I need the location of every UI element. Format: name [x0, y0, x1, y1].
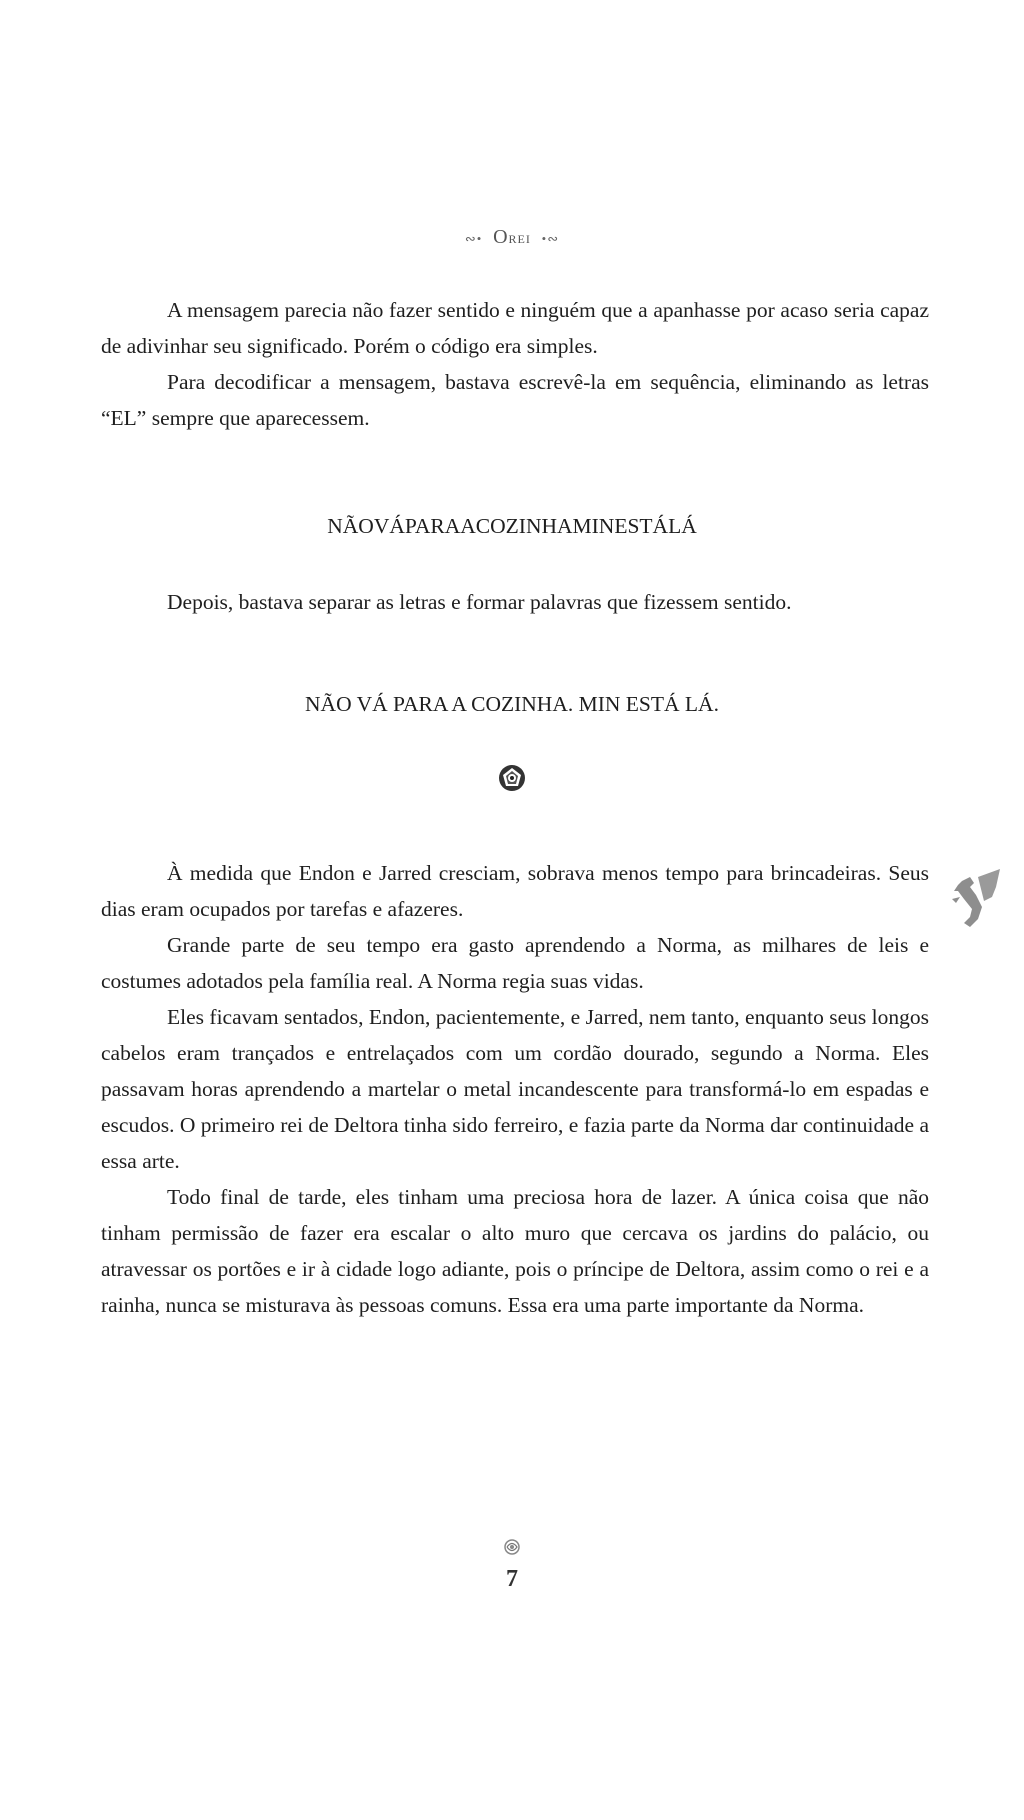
body-text-top: [101, 292, 929, 436]
paragraph: Depois, bastava separar as letras e formar palavras que fizessem sentido.: [167, 590, 792, 614]
paragraph: À medida que Endon e Jarred cresciam, sobrava menos tempo para brincadeiras. Seus dias eram ocupados por tarefas e afazeres.: [101, 861, 929, 921]
header-title-rest: REI: [508, 232, 531, 246]
header-title-initial: O: [493, 226, 509, 248]
rose-ornament-icon: [497, 763, 527, 793]
paragraph: Para decodificar a mensagem, bastava escrevê-la em sequência, eliminando as letras “EL” sempre que aparecessem.: [101, 370, 929, 430]
paragraph: Eles ficavam sentados, Endon, pacientemente, e Jarred, nem tanto, enquanto seus longos cabelos eram trançados e entrelaçados com um cordão dourado, segundo a Norma. Eles passavam horas aprendendo a martelar o metal incandescente para transformá-lo em espadas e escudos. O primeiro rei de Deltora tinha sido ferreiro, e fazia parte da Norma dar continuidade a essa arte.: [101, 1005, 929, 1173]
body-text-middle: [101, 584, 929, 620]
knot-ornament-icon: [503, 1538, 521, 1556]
running-header: [0, 226, 1024, 249]
scroll-ornament-icon: •∾: [541, 231, 560, 246]
encoded-message: NÃOVÁPARAACOZINHAMINESTÁLÁ: [327, 514, 697, 538]
page-number: 7: [506, 1566, 518, 1592]
paragraph: Grande parte de seu tempo era gasto aprendendo a Norma, as milhares de leis e costumes adotados pela família real. A Norma regia suas vidas.: [101, 933, 929, 993]
scroll-ornament-icon: ∾•: [464, 231, 483, 246]
decoded-message: NÃO VÁ PARA A COZINHA. MIN ESTÁ LÁ.: [305, 692, 719, 716]
dragon-icon: [948, 867, 1004, 931]
body-text-bottom: [101, 855, 929, 1323]
paragraph: A mensagem parecia não fazer sentido e ninguém que a apanhasse por acaso seria capaz de adivinhar seu significado. Porém o código era simples.: [101, 298, 929, 358]
paragraph: Todo final de tarde, eles tinham uma preciosa hora de lazer. A única coisa que não tinham permissão de fazer era escalar o alto muro que cercava os jardins do palácio, ou atravessar os portões e ir à cidade logo adiante, pois o príncipe de Deltora, assim como o rei e a rainha, nunca se misturava às pessoas comuns. Essa era uma parte importante da Norma.: [101, 1185, 929, 1317]
